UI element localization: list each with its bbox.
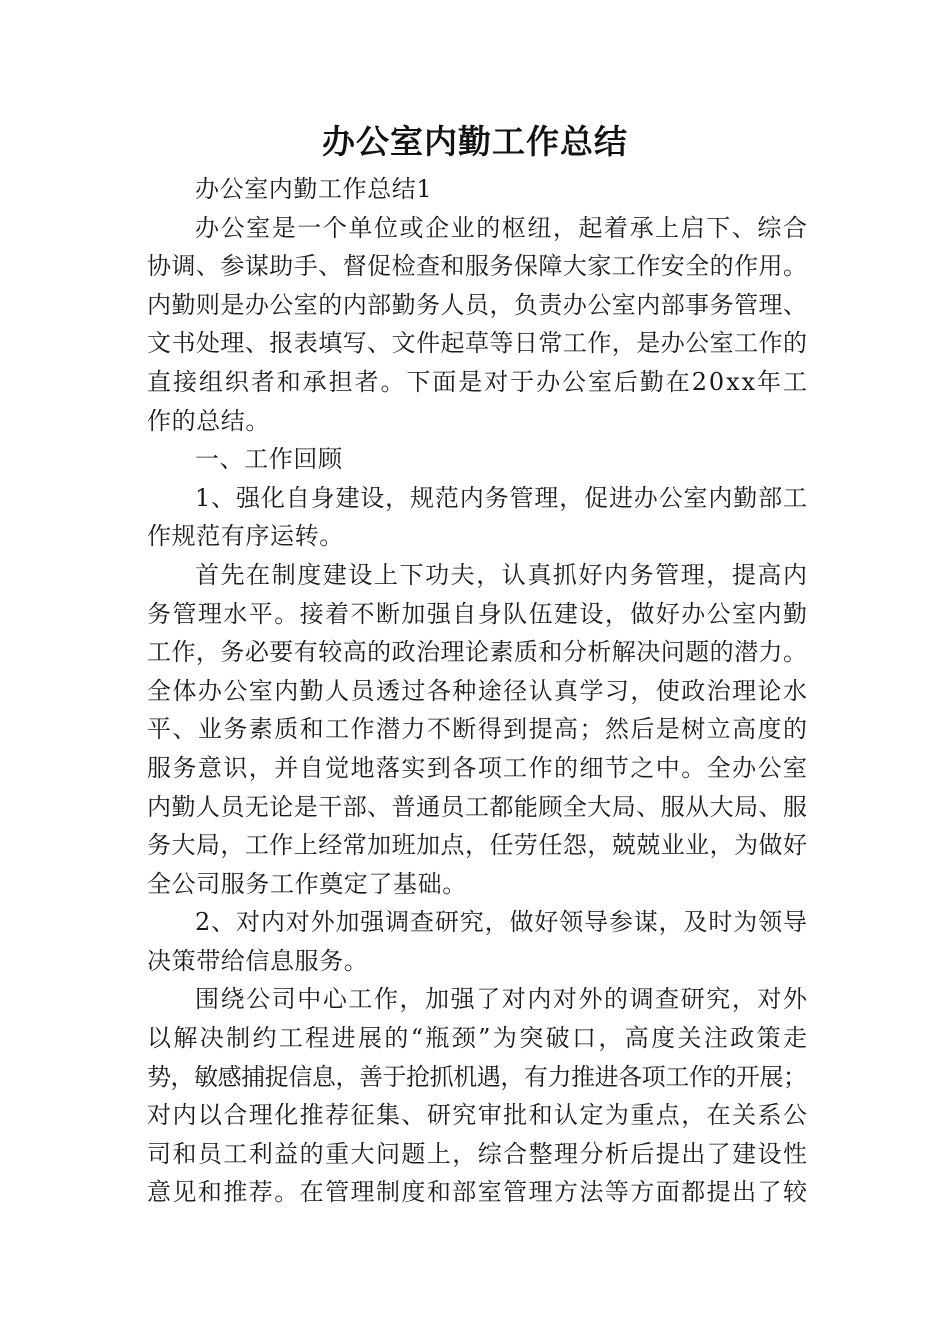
body-line: 文书处理、报表填写、文件起草等日常工作，是办公室工作的	[147, 329, 808, 358]
body-line: 势，敏感捕捉信息，善于抢抓机遇，有力推进各项工作的开展；	[147, 1062, 807, 1091]
body-line: 协调、参谋助手、督促检查和服务保障大家工作安全的作用。	[147, 252, 808, 281]
body-line: 意见和推荐。在管理制度和部室管理方法等方面都提出了较	[147, 1178, 809, 1207]
body-line: 内勤人员无论是干部、普通员工都能顾全大局、服从大局、服	[147, 792, 808, 821]
body-line: 决策带给信息服务。	[147, 946, 369, 975]
body-line: 首先在制度建设上下功夫，认真抓好内务管理，提高内	[195, 560, 809, 589]
document-title: 办公室内勤工作总结	[322, 122, 628, 161]
body-line: 内勤则是办公室的内部勤务人员，负责办公室内部事务管理、	[147, 290, 808, 319]
body-line: 一、工作回顾	[195, 445, 343, 474]
body-line: 全公司服务工作奠定了基础。	[147, 869, 467, 898]
body-line: 办公室是一个单位或企业的枢纽，起着承上启下、综合	[195, 213, 809, 242]
body-line: 作的总结。	[147, 406, 270, 435]
body-line: 直接组织者和承担者。下面是对于办公室后勤在20xx年工	[147, 367, 809, 396]
body-line: 工作，务必要有较高的政治理论素质和分析解决问题的潜力。	[147, 638, 808, 667]
body-line: 平、业务素质和工作潜力不断得到提高；然后是树立高度的	[147, 715, 809, 744]
body-line: 以解决制约工程进展的“瓶颈”为突破口，高度关注政策走	[147, 1024, 810, 1053]
document-body	[147, 170, 810, 1212]
body-line: 司和员工利益的重大问题上，综合整理分析后提出了建设性	[147, 1139, 809, 1168]
body-line: 1、强化自身建设，规范内务管理，促进办公室内勤部工	[195, 483, 808, 512]
body-line: 办公室内勤工作总结1	[195, 175, 433, 203]
body-line: 务大局，工作上经常加班加点，任劳任怨，兢兢业业，为做好	[147, 831, 808, 860]
body-line: 围绕公司中心工作，加强了对内对外的调查研究，对外	[195, 985, 809, 1014]
body-line: 对内以合理化推荐征集、研究审批和认定为重点，在关系公	[147, 1101, 809, 1130]
body-line: 2、对内对外加强调查研究，做好领导参谋，及时为领导	[195, 908, 808, 937]
body-line: 服务意识，并自觉地落实到各项工作的细节之中。全办公室	[147, 753, 809, 782]
body-line: 务管理水平。接着不断加强自身队伍建设，做好办公室内勤	[147, 599, 809, 628]
body-line: 作规范有序运转。	[147, 522, 344, 551]
body-line: 全体办公室内勤人员透过各种途径认真学习，使政治理论水	[147, 676, 809, 705]
